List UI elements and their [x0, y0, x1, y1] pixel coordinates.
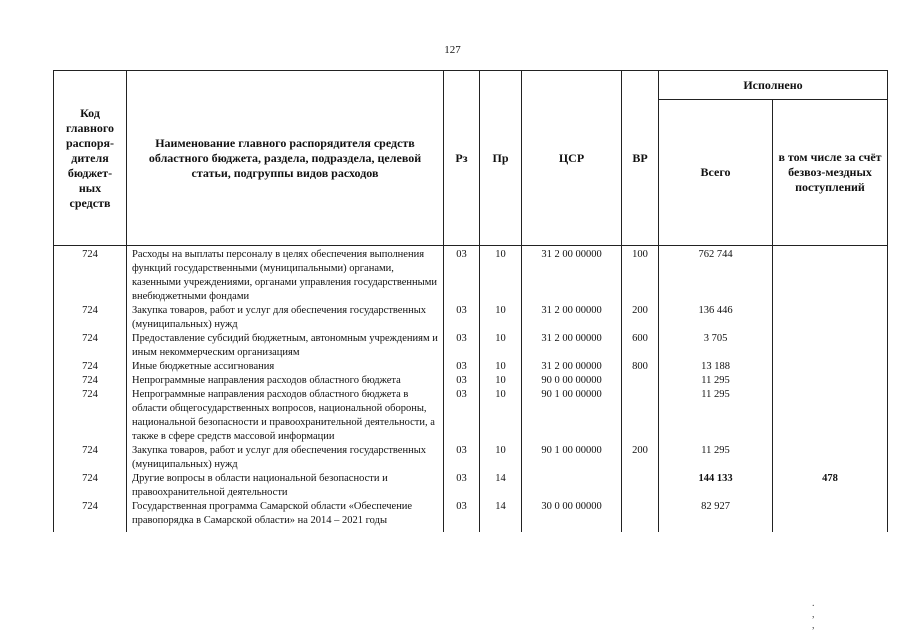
header-executed: Исполнено — [659, 71, 888, 100]
cell-vr — [622, 472, 659, 500]
table-row — [54, 332, 888, 360]
header-csr: ЦСР — [522, 71, 622, 246]
cell-pr: 14 — [480, 500, 522, 528]
cell-rz: 03 — [444, 500, 480, 528]
cell-pr: 14 — [480, 472, 522, 500]
table-row — [54, 374, 888, 388]
cell-name: Государственная программа Самарской области «Обеспечение правопорядка в Самарской области» на 2014 – 2021 годы — [127, 500, 444, 528]
cell-free — [773, 374, 888, 388]
cell-name: Расходы на выплаты персоналу в целях обеспечения выполнения функций государственными (муниципальными) органами, казенными учреждениями, органами управления государственными внебюджетными фондами — [127, 246, 444, 305]
filler-cell — [522, 528, 622, 532]
cell-csr: 31 2 00 00000 — [522, 360, 622, 374]
table-row — [54, 500, 888, 528]
cell-pr: 10 — [480, 360, 522, 374]
cell-code: 724 — [54, 360, 127, 374]
cell-code: 724 — [54, 374, 127, 388]
cell-code: 724 — [54, 332, 127, 360]
cell-pr: 10 — [480, 374, 522, 388]
cell-code: 724 — [54, 500, 127, 528]
cell-name: Иные бюджетные ассигнования — [127, 360, 444, 374]
cell-free — [773, 332, 888, 360]
cell-vr: 100 — [622, 246, 659, 305]
cell-name: Непрограммные направления расходов областного бюджета — [127, 374, 444, 388]
cell-vr — [622, 500, 659, 528]
cell-rz: 03 — [444, 472, 480, 500]
cell-pr: 10 — [480, 444, 522, 472]
cell-free — [773, 304, 888, 332]
cell-free — [773, 388, 888, 444]
table-filler-row — [54, 528, 888, 532]
cell-vr — [622, 388, 659, 444]
table-row — [54, 444, 888, 472]
cell-free — [773, 444, 888, 472]
table-row — [54, 388, 888, 444]
cell-csr: 90 1 00 00000 — [522, 444, 622, 472]
header-total: Всего — [659, 100, 773, 246]
cell-csr: 31 2 00 00000 — [522, 332, 622, 360]
cell-name: Предоставление субсидий бюджетным, автономным учреждениям и иным некоммерческим организациям — [127, 332, 444, 360]
cell-total: 144 133 — [659, 472, 773, 500]
filler-cell — [659, 528, 773, 532]
cell-total: 136 446 — [659, 304, 773, 332]
cell-total: 3 705 — [659, 332, 773, 360]
cell-total: 13 188 — [659, 360, 773, 374]
filler-cell — [444, 528, 480, 532]
filler-cell — [127, 528, 444, 532]
header-code: Код главного распоря-дителя бюджет-ных средств — [54, 71, 127, 246]
cell-code: 724 — [54, 444, 127, 472]
cell-csr: 31 2 00 00000 — [522, 304, 622, 332]
cell-total: 11 295 — [659, 388, 773, 444]
cell-code: 724 — [54, 472, 127, 500]
cell-vr: 200 — [622, 444, 659, 472]
cell-vr — [622, 374, 659, 388]
header-pr: Пр — [480, 71, 522, 246]
table-row — [54, 360, 888, 374]
cell-rz: 03 — [444, 388, 480, 444]
cell-name: Закупка товаров, работ и услуг для обеспечения государственных (муниципальных) нужд — [127, 444, 444, 472]
cell-name: Закупка товаров, работ и услуг для обеспечения государственных (муниципальных) нужд — [127, 304, 444, 332]
cell-pr: 10 — [480, 332, 522, 360]
table-row — [54, 472, 888, 500]
header-name: Наименование главного распорядителя средств областного бюджета, раздела, подраздела, целевой статьи, подгруппы видов расходов — [127, 71, 444, 246]
table-row — [54, 304, 888, 332]
cell-csr — [522, 472, 622, 500]
cell-csr: 90 1 00 00000 — [522, 388, 622, 444]
cell-total: 11 295 — [659, 444, 773, 472]
cell-total: 82 927 — [659, 500, 773, 528]
cell-total: 762 744 — [659, 246, 773, 305]
budget-table — [53, 70, 888, 532]
table-row — [54, 246, 888, 305]
cell-total: 11 295 — [659, 374, 773, 388]
cell-free — [773, 246, 888, 305]
cell-pr: 10 — [480, 304, 522, 332]
cell-csr: 31 2 00 00000 — [522, 246, 622, 305]
cell-name: Непрограммные направления расходов областного бюджета в области общегосударственных вопросов, национальной обороны, национальной безопасности и правоохранительной деятельности, а также в сфере средств массовой информации — [127, 388, 444, 444]
cell-code: 724 — [54, 304, 127, 332]
filler-cell — [622, 528, 659, 532]
filler-cell — [54, 528, 127, 532]
cell-rz: 03 — [444, 246, 480, 305]
cell-vr: 200 — [622, 304, 659, 332]
cell-rz: 03 — [444, 304, 480, 332]
filler-cell — [480, 528, 522, 532]
header-vr: ВР — [622, 71, 659, 246]
cell-vr: 800 — [622, 360, 659, 374]
cell-code: 724 — [54, 246, 127, 305]
cell-free — [773, 360, 888, 374]
header-rz: Рз — [444, 71, 480, 246]
cell-name: Другие вопросы в области национальной безопасности и правоохранительной деятельности — [127, 472, 444, 500]
filler-cell — [773, 528, 888, 532]
cell-code: 724 — [54, 388, 127, 444]
footer-marks: . , , — [812, 598, 845, 631]
cell-csr: 30 0 00 00000 — [522, 500, 622, 528]
cell-vr: 600 — [622, 332, 659, 360]
cell-csr: 90 0 00 00000 — [522, 374, 622, 388]
cell-rz: 03 — [444, 332, 480, 360]
cell-pr: 10 — [480, 246, 522, 305]
page-number: 127 — [444, 44, 461, 56]
cell-rz: 03 — [444, 444, 480, 472]
cell-rz: 03 — [444, 360, 480, 374]
cell-free — [773, 500, 888, 528]
cell-free: 478 — [773, 472, 888, 500]
cell-pr: 10 — [480, 388, 522, 444]
cell-rz: 03 — [444, 374, 480, 388]
header-incl-free: в том числе за счёт безвоз-мездных поступлений — [773, 100, 888, 246]
